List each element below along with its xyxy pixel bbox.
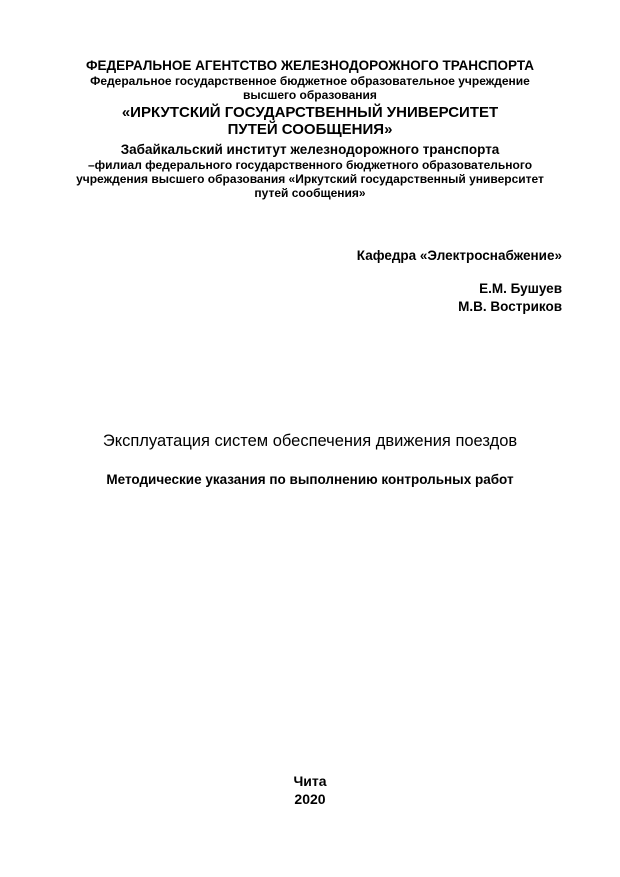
author-name: М.В. Востриков — [458, 299, 562, 315]
publication-city: Чита — [293, 773, 327, 789]
publication-year: 2020 — [294, 791, 326, 808]
branch-title: Забайкальский институт железнодорожного транспорта — [120, 141, 500, 157]
university-name: «ИРКУТСКИЙ ГОСУДАРСТВЕННЫЙ УНИВЕРСИТЕТ ПУТЕЙ СООБЩЕНИЯ» — [121, 104, 499, 139]
document-title: Эксплуатация систем обеспечения движения поездов — [102, 432, 518, 450]
document-subtitle: Методические указания по выполнению контрольных работ — [106, 472, 514, 487]
publication-footer — [0, 772, 620, 808]
federal-institution-line-2: высшего образования — [243, 88, 377, 103]
authors-block — [458, 280, 562, 316]
federal-institution-line-1: Федеральное государственное бюджетное образовательное учреждение — [90, 73, 530, 88]
branch-description-line-2: учреждения высшего образования «Иркутский государственный университет — [76, 171, 544, 186]
author-name: Е.М. Бушуев — [479, 281, 562, 296]
branch-description-line-1: –филиал федерального государственного бюджетного образовательного — [87, 157, 533, 172]
institution-header — [40, 58, 580, 200]
agency-name: ФЕДЕРАЛЬНОЕ АГЕНТСТВО ЖЕЛЕЗНОДОРОЖНОГО ТРАНСПОРТА — [86, 58, 534, 73]
branch-description-line-3: путей сообщения» — [254, 185, 366, 200]
department-name: Кафедра «Электроснабжение» — [356, 248, 562, 263]
